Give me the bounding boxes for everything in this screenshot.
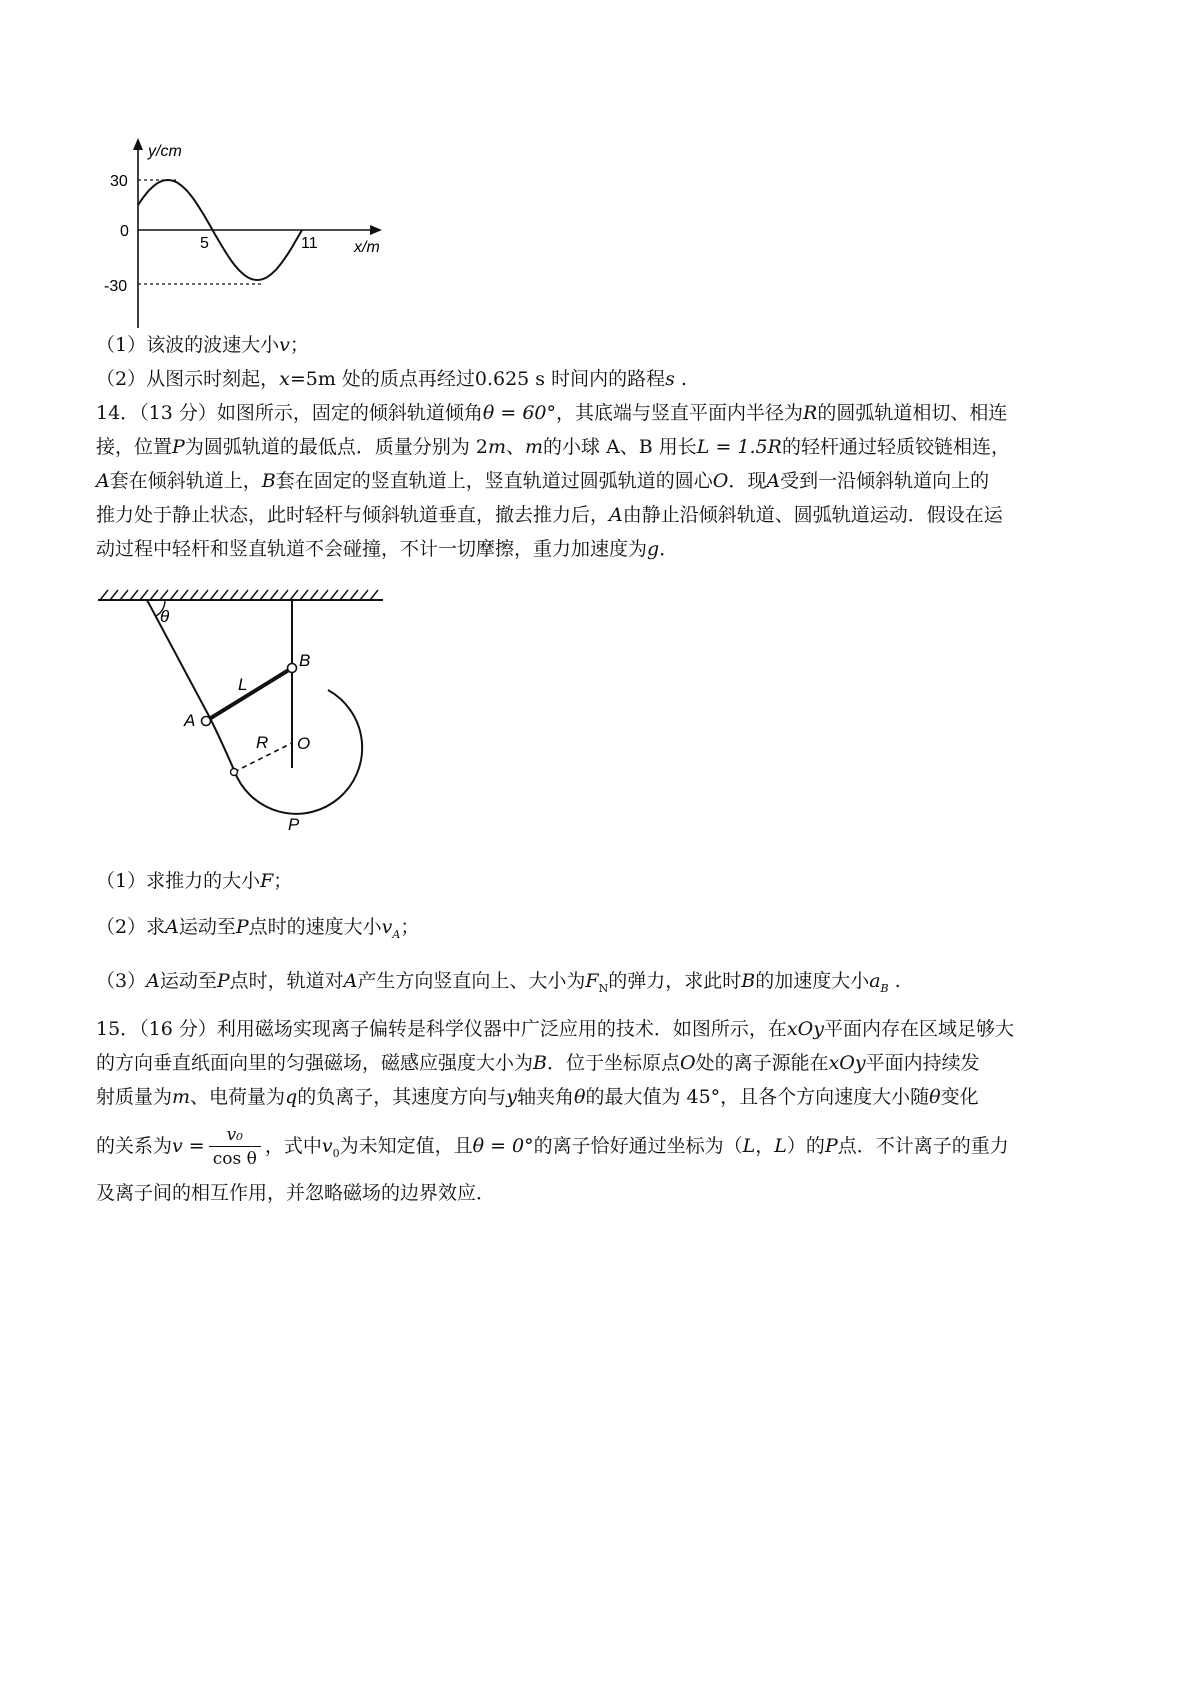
q14-sub3-e: 的弹力，求此时 — [608, 970, 742, 992]
q15-l4-f: 点．不计离子的重力 — [837, 1135, 1009, 1157]
q15-l4-d: 的离子恰好通过坐标为（ — [533, 1135, 743, 1157]
q14-l3-a: 套在倾斜轨道上， — [109, 470, 262, 492]
var-FN: F — [585, 970, 599, 992]
var-A: A — [96, 470, 110, 492]
q15-l4-c: 为未知定值，且 — [339, 1135, 473, 1157]
q13-sub2-text-a: （2）从图示时刻起， — [96, 368, 280, 390]
q15-l3-f: 变化 — [940, 1086, 979, 1108]
var-A2: A — [766, 470, 781, 492]
var-A4: A — [165, 916, 179, 938]
frac-num: v₀ — [209, 1124, 261, 1147]
label-O: O — [297, 734, 311, 753]
q14-header: 14．（13 分）如图所示，固定的倾斜轨道倾角 — [96, 402, 483, 424]
var-B: B — [261, 470, 276, 492]
q15-l4-b: ，式中 — [264, 1135, 322, 1157]
var-FN-sub: N — [598, 981, 609, 995]
ball-B — [288, 664, 297, 673]
x-tick-11: 11 — [301, 235, 318, 252]
var-aB-sub: B — [880, 981, 889, 995]
q15-l1-end: 平面内存在区域足够大 — [823, 1018, 1014, 1040]
var-F: F — [260, 870, 274, 892]
q14-sub3-b: 运动至 — [159, 970, 217, 992]
q14-line3 — [96, 468, 989, 494]
arc-track — [210, 690, 362, 814]
q14-l2-a: 接，位置 — [96, 436, 173, 458]
q13-sub2-text-b: =5m 处的质点再经过0.625 s 时间内的路程 — [289, 368, 666, 390]
var-s: s — [665, 368, 675, 390]
wave-chart — [96, 128, 426, 343]
q14-l5: 动过程中轻杆和竖直轨道不会碰撞，不计一切摩擦，重力加速度为 — [96, 538, 648, 560]
q14-l4-b: 由静止沿倾斜轨道、圆弧轨道运动．假设在运 — [622, 504, 1003, 526]
q14-sub3-c: 点时，轨道对 — [229, 970, 344, 992]
fraction-v0-cos — [209, 1124, 261, 1171]
q15-l3-e: 的最大值为 45°，且各个方向速度大小随 — [585, 1086, 930, 1108]
var-v: v — [279, 334, 290, 356]
var-m: m — [525, 436, 544, 458]
var-O2: O — [680, 1052, 696, 1074]
q15-l5: 及离子间的相互作用，并忽略磁场的边界效应． — [96, 1182, 496, 1204]
q15-l1: 15．（16 分）利用磁场实现离子偏转是科学仪器中广泛应用的技术．如图所示，在 — [96, 1018, 787, 1040]
var-q: q — [285, 1086, 298, 1108]
q15-l2-c: 处的离子源能在 — [695, 1052, 829, 1074]
q13-sub1-end: ； — [289, 334, 309, 356]
q15-line2 — [96, 1050, 980, 1076]
q14-sub3 — [96, 968, 901, 1002]
q14-sub3-f: 的加速度大小 — [755, 970, 870, 992]
y-tick-0: 0 — [120, 223, 129, 240]
q14-sub1 — [96, 868, 292, 894]
var-vA: v — [381, 916, 393, 938]
q14-l1-rest: ，其底端与竖直平面内半径为 — [556, 402, 804, 424]
q14-l3-c: ．现 — [728, 470, 767, 492]
q15-l4-a: 的关系为 — [96, 1135, 173, 1157]
y-axis-label: y/cm — [148, 143, 182, 160]
q13-sub1-text: （1）该波的波速大小 — [96, 334, 280, 356]
q14-sub3-d: 产生方向竖直向上、大小为 — [357, 970, 586, 992]
q14-l1-end: 的圆弧轨道相切、相连 — [817, 402, 1008, 424]
var-A5: A — [146, 970, 160, 992]
label-B: B — [299, 651, 311, 670]
var-theta2: θ — [929, 1086, 941, 1108]
var-P4: P — [824, 1135, 838, 1157]
q14-line5 — [96, 536, 678, 562]
label-theta: θ — [160, 607, 170, 626]
var-m2: m — [172, 1086, 191, 1108]
var-L2: L — [774, 1135, 787, 1157]
frac-den: cos θ — [212, 1148, 257, 1169]
q15-line3 — [96, 1084, 979, 1110]
q15-l2-d: 平面内持续发 — [865, 1052, 980, 1074]
q15-l2-b: ．位于坐标原点 — [546, 1052, 680, 1074]
q14-sub2 — [96, 914, 419, 948]
q13-sub1 — [96, 332, 309, 358]
var-v0-sub: 0 — [332, 1146, 340, 1160]
q15-l3-b: 、电荷量为 — [190, 1086, 286, 1108]
q14-l2-e: 的轻杆通过轻质铰链相连， — [781, 436, 1010, 458]
x-tick-5: 5 — [200, 235, 209, 252]
var-y: y — [506, 1086, 517, 1108]
var-P: P — [172, 436, 185, 458]
v-eq: v = — [172, 1135, 205, 1157]
q15-l3-c: 的负离子，其速度方向与 — [297, 1086, 507, 1108]
q14-sub3-a: （3） — [96, 970, 147, 992]
q13-sub2-end: . — [674, 368, 687, 390]
var-xOy2: xOy — [828, 1052, 866, 1074]
ceiling-hatch — [100, 590, 378, 600]
q15-line5 — [96, 1180, 495, 1206]
var-xOy: xOy — [786, 1018, 824, 1040]
var-A3: A — [609, 504, 623, 526]
var-P3: P — [216, 970, 230, 992]
var-B2: B — [741, 970, 756, 992]
rod-L — [206, 668, 292, 721]
var-x: x — [279, 368, 290, 390]
q15-l3-d: 轴夹角 — [516, 1086, 574, 1108]
var-A6: A — [343, 970, 358, 992]
x-axis-label: x/m — [354, 239, 380, 256]
var-2m: m — [487, 436, 506, 458]
tangent-point — [231, 769, 238, 776]
q14-l5-end: ． — [659, 538, 679, 560]
label-L: L — [238, 675, 248, 694]
q14-sub1-text: （1）求推力的大小 — [96, 870, 261, 892]
q14-sub2-end: ； — [400, 916, 420, 938]
q14-sub3-end: . — [888, 970, 901, 992]
var-vA-sub: A — [392, 927, 401, 941]
q15-comma: ， — [755, 1135, 775, 1157]
q14-sub1-end: ； — [273, 870, 293, 892]
q14-line1 — [96, 400, 1007, 426]
q15-l2-a: 的方向垂直纸面向里的匀强磁场，磁感应强度大小为 — [96, 1052, 534, 1074]
q14-l3-d: 受到一沿倾斜轨道向上的 — [780, 470, 990, 492]
label-R: R — [256, 733, 269, 752]
var-R: R — [803, 402, 818, 424]
q15-l4-e: ）的 — [786, 1135, 825, 1157]
y-tick-30: 30 — [110, 173, 128, 190]
q14-l2-b: 为圆弧轨道的最低点．质量分别为 2 — [184, 436, 488, 458]
ball-A — [202, 717, 211, 726]
q14-sub2-b: 运动至 — [178, 916, 236, 938]
var-L1: L — [742, 1135, 756, 1157]
q14-sub2-c: 点时的速度大小 — [248, 916, 382, 938]
var-B3: B — [533, 1052, 547, 1074]
theta0-eq: θ = 0° — [472, 1135, 534, 1157]
var-O: O — [712, 470, 729, 492]
var-theta: θ — [574, 1086, 586, 1108]
q14-l3-b: 套在固定的竖直轨道上，竖直轨道过圆弧轨道的圆心 — [275, 470, 713, 492]
q14-line2 — [96, 434, 1010, 460]
inclined-track — [147, 600, 210, 718]
q14-l4: 推力处于静止状态，此时轻杆与倾斜轨道垂直，撤去推力后， — [96, 504, 610, 526]
label-P: P — [288, 815, 300, 834]
track-diagram — [96, 580, 396, 845]
q15-line4 — [96, 1122, 1009, 1178]
var-g: g — [647, 538, 660, 560]
label-A: A — [184, 711, 196, 730]
q14-sub2-text: （2）求 — [96, 916, 166, 938]
q14-l2-d: 的小球 A、B 用长 — [543, 436, 697, 458]
q14-line4 — [96, 502, 1003, 528]
y-tick-neg30: -30 — [104, 278, 128, 295]
q14-l2-c: 、 — [505, 436, 525, 458]
q15-line1 — [96, 1016, 1014, 1042]
q13-sub2 — [96, 366, 687, 392]
var-aB: a — [869, 970, 881, 992]
theta-eq: θ = 60° — [482, 402, 557, 424]
var-v0: v — [321, 1135, 333, 1157]
q15-l3-a: 射质量为 — [96, 1086, 173, 1108]
var-P2: P — [235, 916, 249, 938]
L-eq: L = 1.5R — [696, 436, 782, 458]
